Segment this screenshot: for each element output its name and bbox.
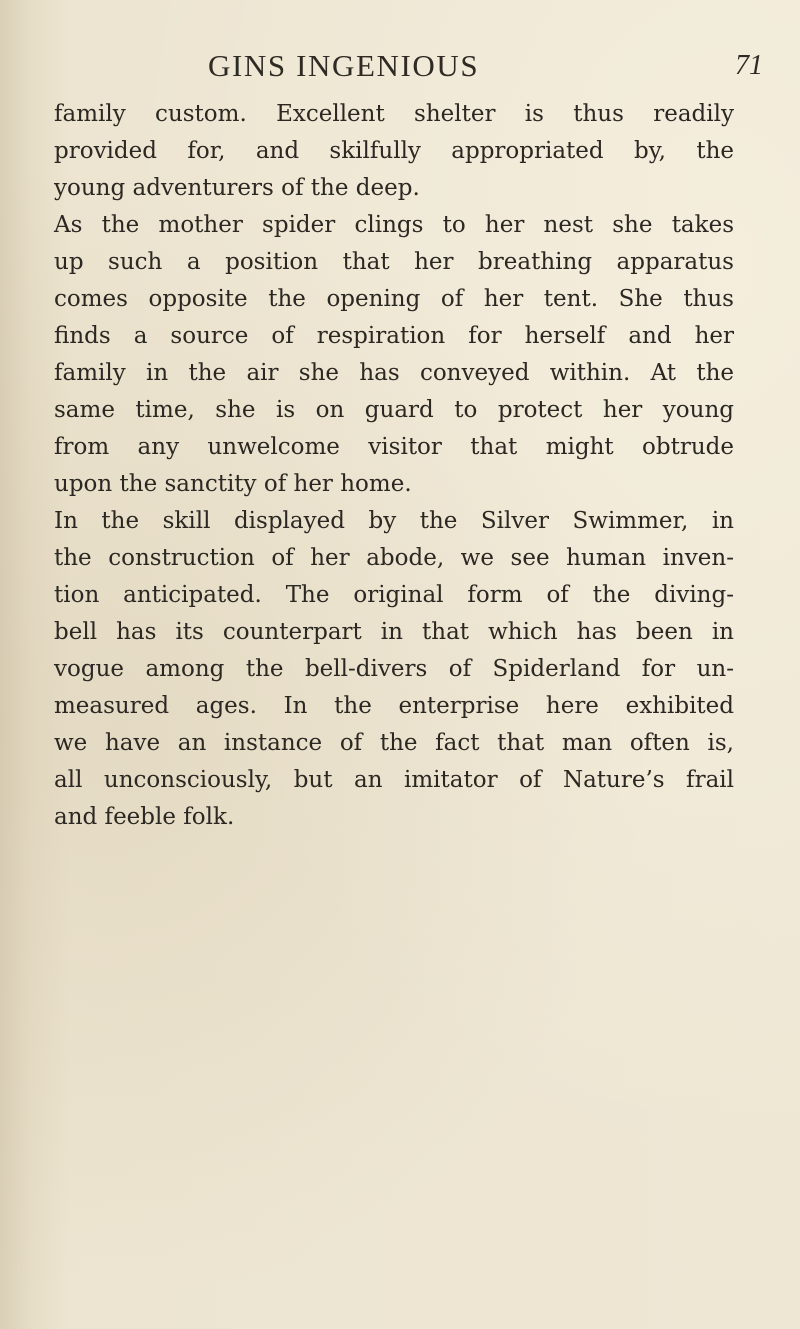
text-line: provided for, and skilfully appropriated by, the <box>54 138 734 164</box>
text-line: from any unwelcome visitor that might obtrude <box>54 434 734 460</box>
text-line: the construction of her abode, we see human inven- <box>54 545 734 571</box>
text-line: young adventurers of the deep. <box>54 175 420 201</box>
page-header <box>0 46 800 86</box>
page-number: 71 <box>735 50 763 81</box>
text-line: bell has its counterpart in that which has been in <box>54 619 734 645</box>
text-line: tion anticipated. The original form of the diving- <box>54 582 734 608</box>
text-line: In the skill displayed by the Silver Swimmer, in <box>54 508 734 534</box>
text-line: family custom. Excellent shelter is thus readily <box>54 101 734 127</box>
text-line: comes opposite the opening of her tent. She thus <box>54 286 734 312</box>
text-line: family in the air she has conveyed within. At the <box>54 360 734 386</box>
text-line: same time, she is on guard to protect her young <box>54 397 734 423</box>
text-line: up such a position that her breathing apparatus <box>54 249 734 275</box>
text-line: measured ages. In the enterprise here exhibited <box>54 693 734 719</box>
text-line: upon the sanctity of her home. <box>54 471 412 497</box>
body-text <box>54 96 734 836</box>
text-line: we have an instance of the fact that man often is, <box>54 730 734 756</box>
text-line: finds a source of respiration for herself and her <box>54 323 734 349</box>
text-line: all unconsciously, but an imitator of Nature’s frail <box>54 767 734 793</box>
text-line: vogue among the bell-divers of Spiderland for un- <box>54 656 734 682</box>
running-head: GINS INGENIOUS <box>208 48 480 83</box>
text-line: As the mother spider clings to her nest she takes <box>54 212 734 238</box>
text-line: and feeble folk. <box>54 804 235 830</box>
